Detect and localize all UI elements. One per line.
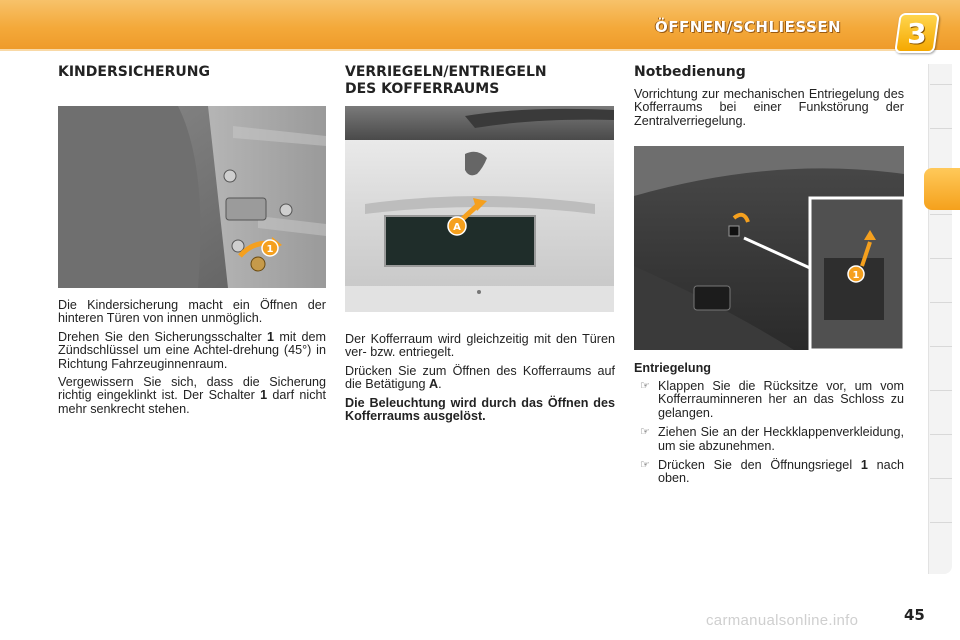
trunk-lock-paragraph [345,365,615,392]
text-run: Drehen Sie den Sicherungsschalter [58,329,267,344]
bullet-text: nach oben. [658,458,904,486]
text-run: Drücken Sie zum Öffnen des Kofferraums auf die Betätigung [345,363,615,392]
child-lock-photo [58,106,326,288]
text-run: darf nicht mehr senkrecht stehen. [58,388,326,416]
chapter-badge [894,13,940,53]
callout-ref: 1 [860,458,868,473]
pointing-hand-icon: ☞ [640,426,650,439]
watermark: carmanualsonline.info [706,612,859,629]
bullet-text: Drücken Sie den Öffnungsriegel [658,458,861,473]
chapter-tab[interactable] [930,478,952,479]
chapter-tab[interactable] [930,128,952,129]
chapter-tab[interactable] [930,84,952,85]
text-run: mit dem Zündschlüssel um eine Achtel-drehung (45°) in Richtung Fahrzeuginnenraum. [58,329,326,371]
chapter-number: 3 [907,17,927,50]
chapter-tab-strip [928,64,952,574]
photo-callout-a: A [453,222,461,233]
trunk-lock-text [345,333,615,428]
pointing-hand-icon: ☞ [640,380,650,392]
chapter-tab[interactable] [930,522,952,523]
section-heading-child-lock: KINDERSICHERUNG [58,64,210,80]
pointing-hand-icon: ☞ [640,459,650,472]
chapter-tab[interactable] [930,390,952,391]
trunk-interior-photo [634,146,904,350]
photo-callout-1: 1 [852,270,860,281]
trunk-handle-photo [345,106,614,312]
child-lock-paragraph: Die Kindersicherung macht ein Öffnen der hinteren Türen von innen unmöglich. [58,298,326,326]
chapter-title: ÖFFNEN/SCHLIESSEN [655,18,842,36]
page-number: 45 [904,606,925,624]
heading-line: VERRIEGELN/ENTRIEGELN [345,64,547,80]
list-item [634,380,904,420]
list-item [634,426,904,453]
header-divider [0,49,900,51]
child-lock-paragraph [58,376,326,416]
unlock-steps [634,380,904,492]
child-lock-text [58,299,326,421]
chapter-tab-active[interactable] [924,168,960,210]
list-item [634,459,904,486]
child-lock-paragraph [58,331,326,371]
trunk-lock-paragraph: Die Beleuchtung wird durch das Öffnen des Kofferraums ausgelöst. [345,395,615,424]
section-heading-trunk-lock [345,64,547,98]
heading-line: DES KOFFERRAUMS [345,81,500,97]
chapter-tab[interactable] [930,214,952,215]
callout-ref: A [429,377,439,392]
text-run: . [438,377,442,392]
unlock-subheading: Entriegelung [634,361,711,375]
photo-callout-1: 1 [266,244,274,255]
chapter-tab[interactable] [930,302,952,303]
section-heading-emergency: Notbedienung [634,64,746,80]
bullet-text: Klappen Sie die Rücksitze vor, um vom Kofferrauminneren her an das Schloss zu gelangen. [658,379,904,420]
bullet-text: Ziehen Sie an der Heckklappenverkleidung, um sie abzunehmen. [658,425,904,453]
trunk-lock-paragraph: Der Kofferraum wird gleichzeitig mit den Türen ver- bzw. entriegelt. [345,332,615,360]
callout-ref: 1 [267,329,275,344]
chapter-tab[interactable] [930,258,952,259]
text-run: Vergewissern Sie sich, dass die Sicherung richtig eingeklinkt ist. Der Schalter [58,375,326,403]
chapter-tab[interactable] [930,434,952,435]
emergency-intro: Vorrichtung zur mechanischen Entriegelung des Kofferraums bei einer Funkstörung der Zentralverriegelung. [634,87,904,128]
chapter-tab[interactable] [930,346,952,347]
callout-ref: 1 [260,388,268,403]
